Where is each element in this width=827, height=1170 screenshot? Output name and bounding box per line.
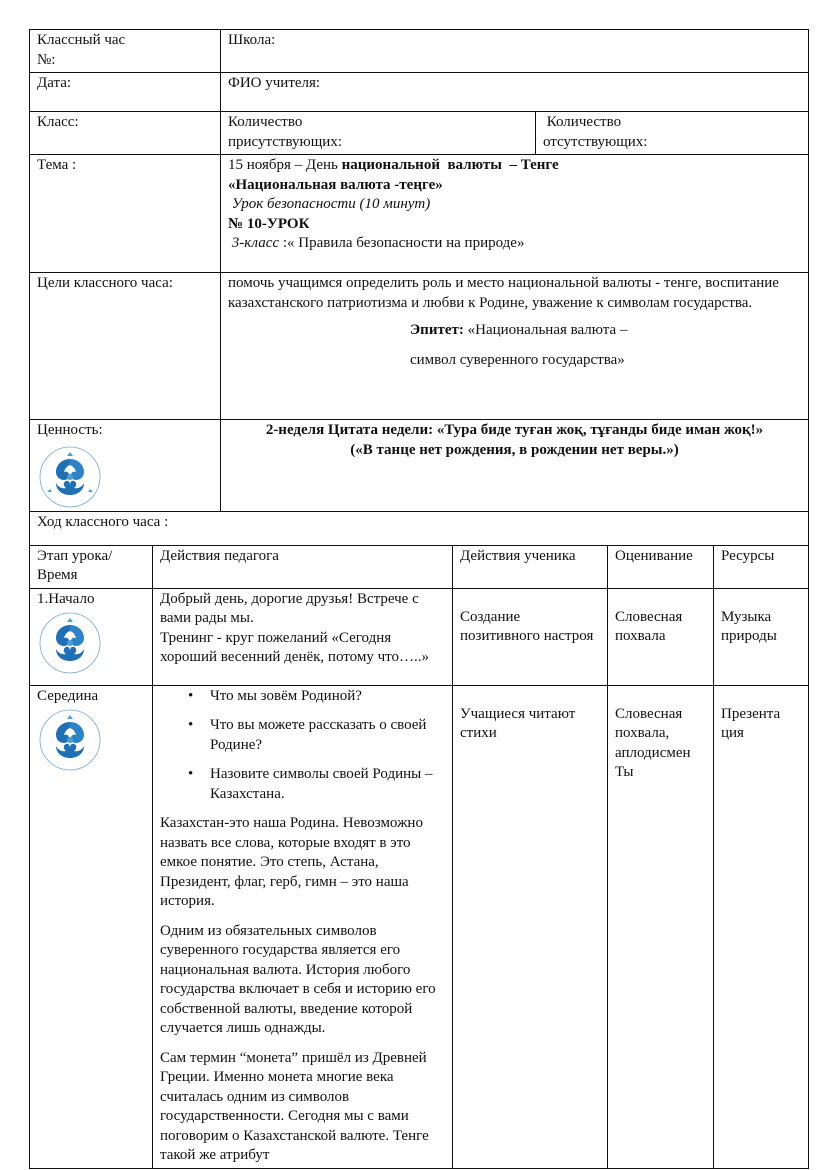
value-label-cell [30,420,221,512]
goals-label-cell [30,273,221,420]
school-label: Школа: [228,32,276,48]
stage-label: Середина [37,687,99,704]
list-item: • Что вы можете рассказать о своей Родине? [188,716,445,755]
paragraph: Одним из обязательных символов суверенного государства является его национальная валюта. История любого государства включает в себя и историю его собственной валюты, введение которой случается лишь однажды. [160,922,436,1036]
column-header: Действия ученика [453,545,608,588]
list-item: • Назовите символы своей Родины – Казахстана. [188,765,445,804]
resources-cell: Музыка природы [714,588,809,685]
column-header: Оценивание [608,545,714,588]
date-label: Дата: [37,75,72,91]
topic-line-2: «Национальная валюта -теңге» [228,176,443,193]
teacher-actions-cell [153,588,453,685]
column-header: Этап урока/ Время [30,545,153,588]
lesson-number: № 10-УРОК [228,215,310,232]
value-label: Ценность: [37,422,103,438]
epithet-line-1: Эпитет: «Национальная валюта – [410,322,628,338]
quote-line-2: («В танце нет рождения, в рождении нет веры.») [350,441,679,458]
lesson-plan-page [29,29,808,1169]
ornament-logo-icon [38,708,102,772]
progress-label-cell [30,511,809,545]
teacher-cell [221,73,809,112]
topic-line-5: 3-класс :« Правила безопасности на природе» [228,235,525,251]
present-label: Количество присутствующих: [228,114,342,150]
topic-content-cell [221,155,809,273]
class-hour-label: Классный час №: [37,32,126,68]
table-header-row [30,545,809,588]
ornament-logo-icon [38,445,102,509]
school-cell [221,30,809,73]
stage-cell [30,588,153,685]
absent-label: Количество отсутствующих: [543,114,648,150]
class-hour-cell [30,30,221,73]
progress-label: Ход классного часа : [37,513,169,530]
topic-line-1: 15 ноября – День национальной валюты – Тенге [228,157,559,173]
greeting-text: Добрый день, дорогие друзья! Встрече с вами рады мы. [160,590,419,626]
student-actions-cell: Учащиеся читают стихи [453,685,608,1168]
question-list [160,687,445,805]
column-header: Действия педагога [153,545,453,588]
list-item: • Что мы зовём Родиной? [188,687,445,707]
absent-cell [536,112,809,155]
quote-cell [221,420,809,512]
assessment-cell: Словесная похвала [608,588,714,685]
resources-cell: Презента ция [714,685,809,1168]
training-text: Тренинг - круг пожеланий «Сегодня хороший весенний денёк, потому что…..» [160,629,429,665]
column-header: Ресурсы [714,545,809,588]
quote-line-1: 2-неделя Цитата недели: «Тура биде туған жоқ, тұғанды биде иман жоқ!» [265,422,764,438]
date-cell [30,73,221,112]
present-cell [221,112,536,155]
paragraph: Казахстан-это наша Родина. Невозможно назвать все слова, которые входят в это емкое понятие. Это степь, Астана, Президент, флаг, герб, гимн – это наша история. [160,815,423,909]
teacher-label: ФИО учителя: [228,75,321,91]
goals-content-cell [221,273,809,420]
stage-label: 1.Начало [37,590,95,607]
goals-text: помочь учащимся определить роль и место национальной валюты - тенге, воспитание казахстанского патриотизма и любви к Родине, уважение к символам государства. [228,275,779,311]
assessment-cell: Словесная похвала, аплодисмен Ты [608,685,714,1168]
teacher-actions-cell [153,685,453,1168]
topic-label-cell [30,155,221,273]
topic-line-3: Урок безопасности (10 минут) [228,196,431,212]
stage-cell [30,685,153,1168]
progress-table [29,511,809,1169]
class-label: Класс: [37,114,79,130]
header-table [29,29,809,512]
paragraph: Сам термин “монета” пришёл из Древней Греции. Именно монета многие века считалась одним из символов государственности. Сегодня мы с вами поговорим о Казахстанской валюте. Тенге такой же атрибут [160,1049,429,1163]
topic-label: Тема : [37,157,77,173]
table-row [30,588,809,685]
class-cell [30,112,221,155]
table-row [30,685,809,1168]
ornament-logo-icon [38,611,102,675]
epithet-line-2: символ суверенного государства» [410,351,625,368]
goals-label: Цели классного часа: [37,275,173,291]
student-actions-cell: Создание позитивного настроя [453,588,608,685]
